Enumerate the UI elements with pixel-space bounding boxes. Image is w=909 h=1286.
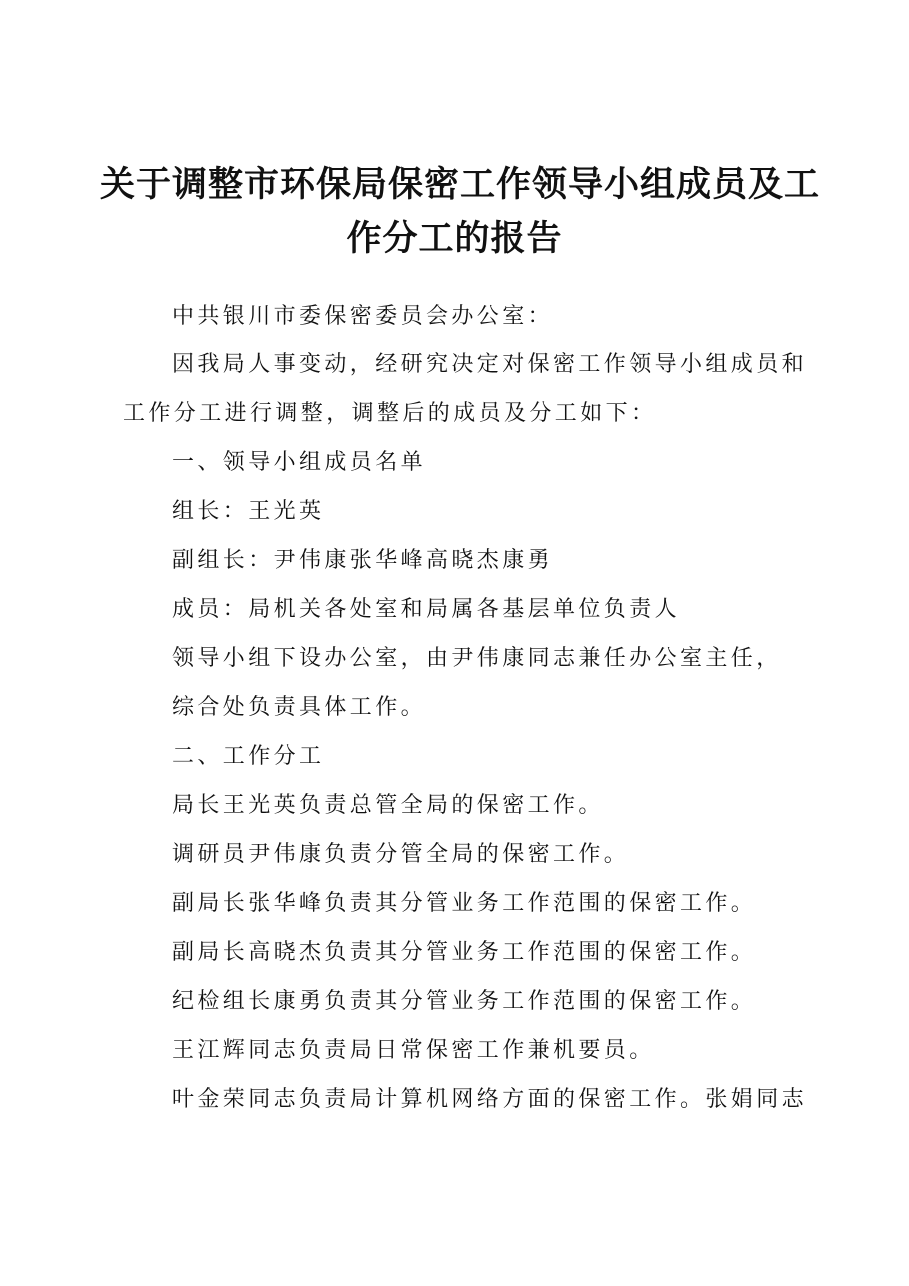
body-paragraph-line: 领导小组下设办公室，由尹伟康同志兼任办公室主任， <box>172 646 782 671</box>
body-paragraph-line: 因我局人事变动，经研究决定对保密工作领导小组成员和 <box>172 352 808 377</box>
body-paragraph-line: 工作分工进行调整，调整后的成员及分工如下： <box>123 401 657 426</box>
salutation: 中共银川市委保密委员会办公室： <box>172 304 554 329</box>
body-paragraph-line: 副局长张华峰负责其分管业务工作范围的保密工作。 <box>172 891 757 916</box>
body-paragraph-line: 叶金荣同志负责局计算机网络方面的保密工作。张娟同志 <box>172 1087 808 1112</box>
body-paragraph-line: 纪检组长康勇负责其分管业务工作范围的保密工作。 <box>172 989 757 1014</box>
document-title-line-1: 关于调整市环保局保密工作领导小组成员及工 <box>100 165 821 205</box>
section-heading: 二、工作分工 <box>172 744 325 769</box>
section-heading: 一、领导小组成员名单 <box>172 450 427 475</box>
body-paragraph-line: 局长王光英负责总管全局的保密工作。 <box>172 793 604 818</box>
body-paragraph-line: 综合处负责具体工作。 <box>172 695 427 720</box>
body-paragraph-line: 调研员尹伟康负责分管全局的保密工作。 <box>172 842 630 867</box>
body-paragraph-line: 组长：王光英 <box>172 499 325 524</box>
body-paragraph-line: 副组长：尹伟康张华峰高晓杰康勇 <box>172 548 554 573</box>
body-paragraph-line: 王江辉同志负责局日常保密工作兼机要员。 <box>172 1038 655 1063</box>
body-paragraph-line: 成员：局机关各处室和局属各基层单位负责人 <box>172 597 681 622</box>
body-paragraph-line: 副局长高晓杰负责其分管业务工作范围的保密工作。 <box>172 940 757 965</box>
document-title-line-2: 作分工的报告 <box>346 219 563 259</box>
